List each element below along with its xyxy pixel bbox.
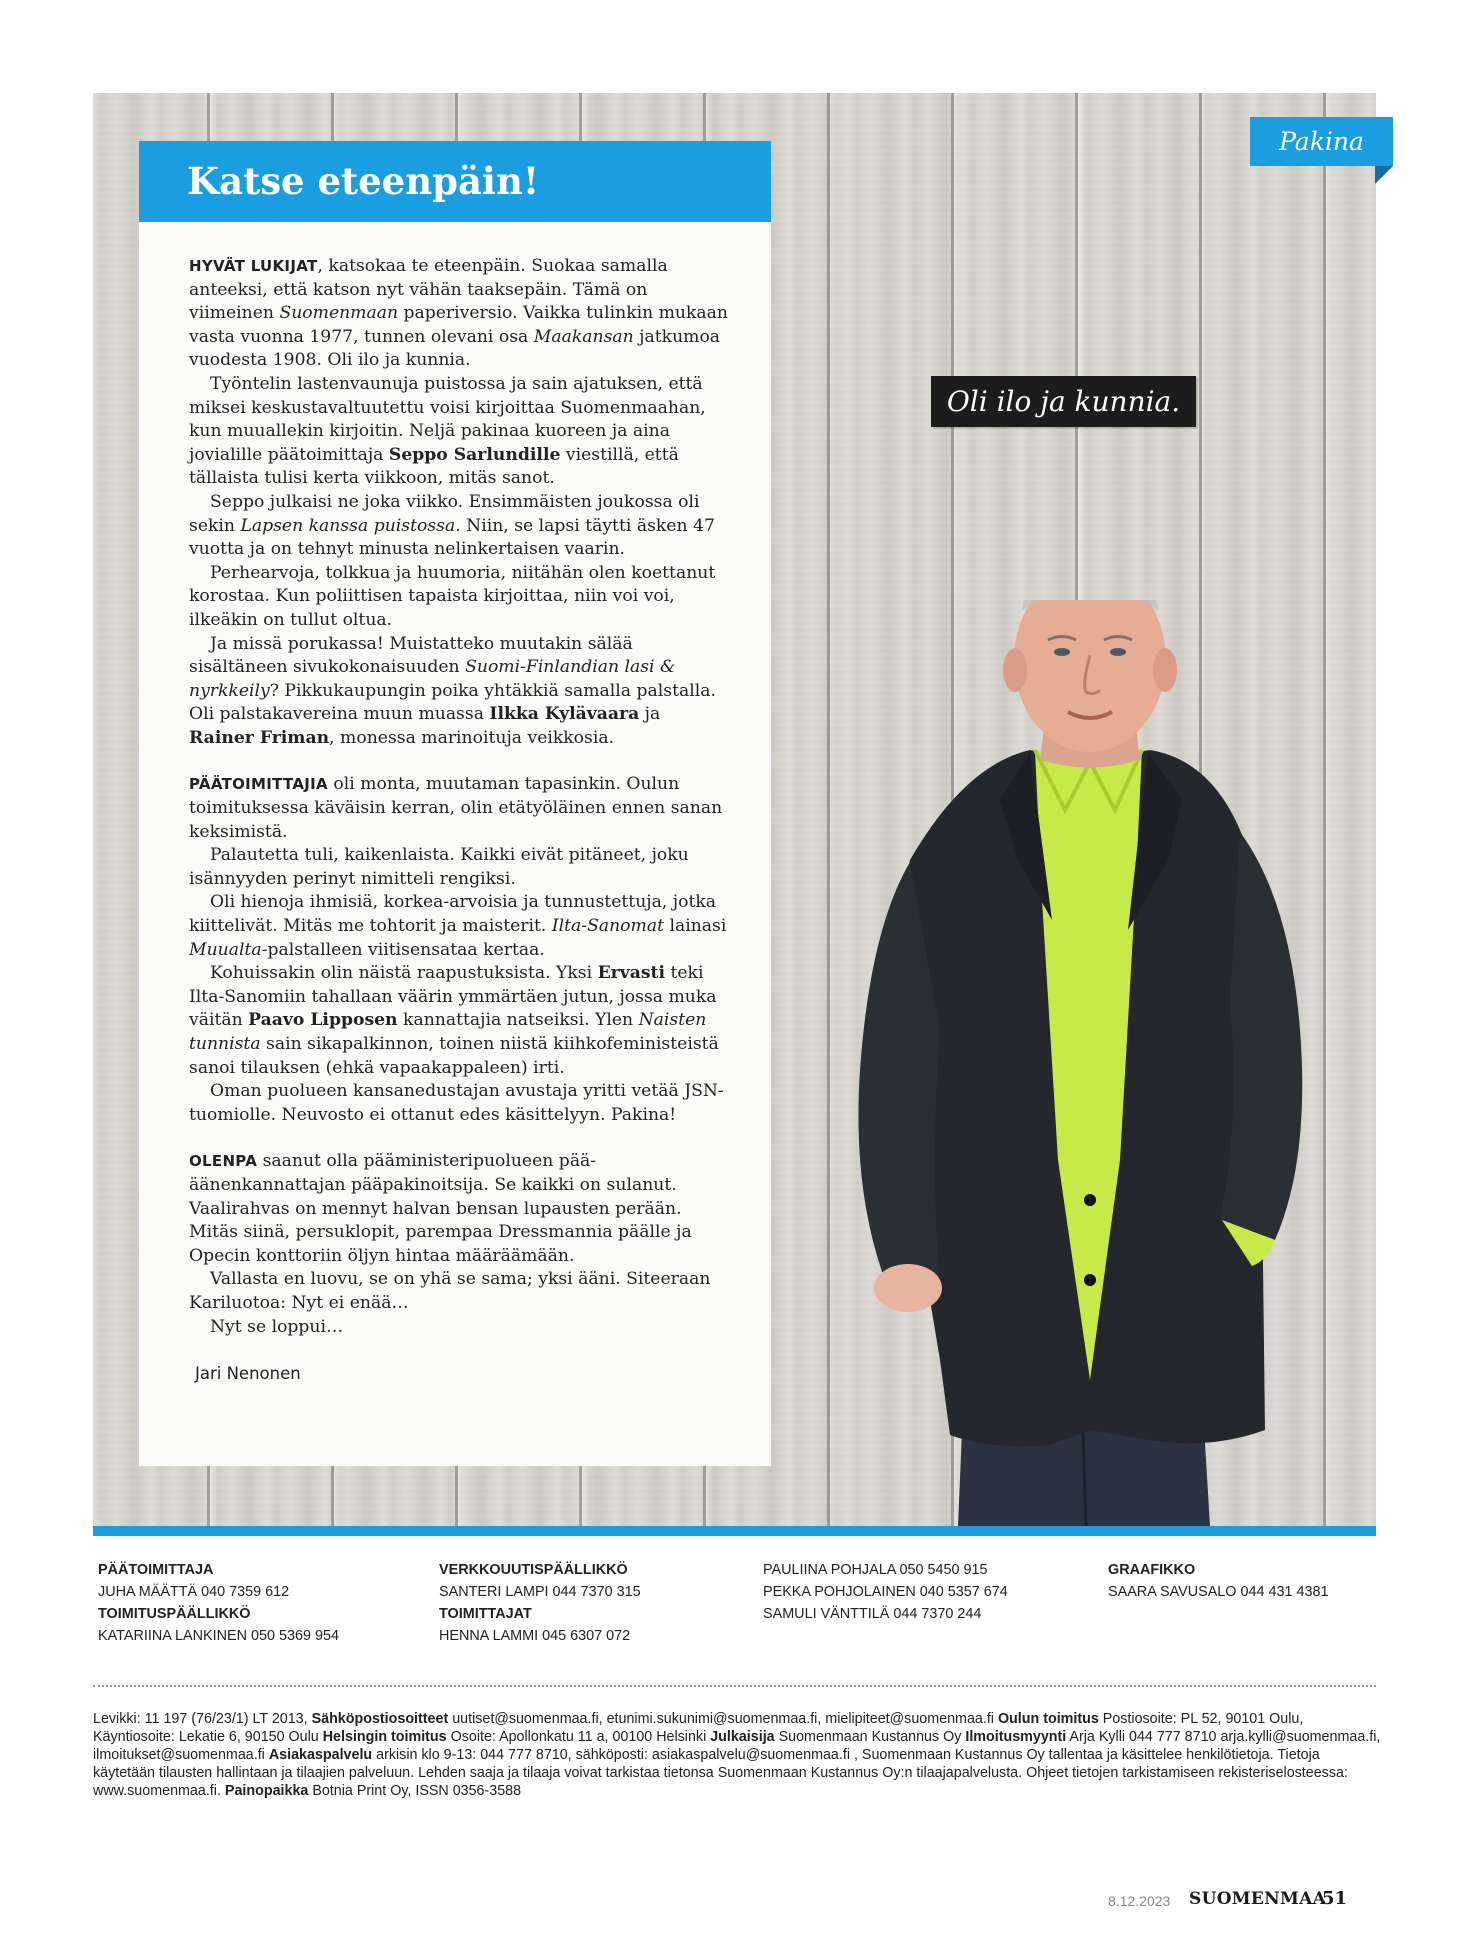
label: Asiakaspalvelu [268, 1747, 373, 1763]
staff-column-2 [439, 1559, 641, 1647]
staff-name: PAULIINA POHJALA 050 5450 915 [763, 1562, 988, 1578]
staff-name: KATARIINA LANKINEN 050 5369 954 [98, 1628, 340, 1644]
label: Painopaikka [224, 1783, 309, 1799]
text: Seppo julkaisi ne joka viikko. Ensimmäisten joukossa oli sekin [189, 491, 700, 536]
publication-name: SUOMENMAA [1189, 1889, 1327, 1909]
author-portrait [790, 600, 1350, 1526]
paragraph [189, 255, 729, 373]
text: , monessa marinoituja veikkosia. [329, 727, 615, 748]
text: lainasi [663, 916, 727, 937]
text: , katsokaa te eteenpäin. Suokaa samalla anteeksi, että katson nyt vähän taaksepäin. Tämä on viimeinen [189, 256, 668, 324]
dotted-divider [93, 1685, 1376, 1687]
staff-role: TOIMITTAJAT [439, 1606, 532, 1622]
staff-name: HENNA LAMMI 045 6307 072 [439, 1628, 631, 1644]
lead-in: OLENPA [189, 1152, 258, 1171]
text: Arja Kylli 044 777 8710 arja.kylli@suomenmaa.fi, ilmoitukset@suomenmaa.fi [93, 1729, 1381, 1763]
staff-name: JUHA MÄÄTTÄ 040 7359 612 [98, 1584, 290, 1600]
text: Postiosoite: PL 52, 90101 Oulu, Käyntiosoite: Lekatie 6, 90150 Oulu [93, 1711, 1304, 1745]
text: Ja missä porukassa! Muistatteko muutakin sälää sisältäneen sivukokonaisuuden [189, 633, 633, 678]
bold-name: Ilkka Kylävaara [489, 704, 640, 725]
accent-rule [93, 1526, 1376, 1536]
author-byline: Jari Nenonen [195, 1364, 301, 1384]
paragraph [189, 373, 729, 491]
text: kannattajia natseiksi. Ylen [397, 1010, 639, 1031]
italic-text: Naisten tunnista [189, 1010, 707, 1054]
paragraph: Vallasta en luovu, se on yhä se sama; yksi ääni. Siteeraan Kariluotoa: Nyt ei enää… [189, 1269, 711, 1313]
bold-name: Seppo Sarlundille [388, 444, 561, 465]
italic-text: Lapsen kanssa puistossa [240, 515, 456, 536]
italic-text: Muualta [189, 939, 262, 960]
staff-role: TOIMITUSPÄÄLLIKKÖ [98, 1606, 251, 1622]
paragraph [189, 962, 729, 1080]
label: Julkaisija [710, 1729, 775, 1745]
bold-name: Paavo Lipposen [248, 1010, 398, 1031]
text: Kohuissakin olin näistä raapustuksista. Yksi [210, 963, 598, 984]
text: ja [639, 704, 661, 725]
paragraph: Perhearvoja, tolkkua ja huumoria, niitähän olen koettanut korostaa. Kun poliittisen tapaista kirjoittaa, niin voi voi, ilkeäkin on tullut oltua. [189, 562, 716, 630]
paragraph: Oman puolueen kansanedustajan avustaja yritti vetää JSN-tuomiolle. Neuvosto ei ottanut edes käsittelyyn. Pakina! [189, 1081, 724, 1125]
article-column [139, 141, 771, 1466]
text: Botnia Print Oy, ISSN 0356-3588 [308, 1783, 522, 1799]
staff-name: PEKKA POHJOLAINEN 040 5357 674 [763, 1584, 1008, 1600]
text: ? Pikkukaupungin poika yhtäkkiä samalla palstalla. Oli palstakavereina muun muassa [189, 680, 716, 725]
paragraph [189, 1150, 729, 1268]
staff-role: GRAAFIKKO [1108, 1562, 1196, 1578]
paragraph [189, 891, 729, 962]
staff-name: SAMULI VÄNTTILÄ 044 7370 244 [763, 1606, 982, 1622]
lead-in: HYVÄT LUKIJAT [189, 257, 318, 275]
text: Levikki: 11 197 (76/23/1) LT 2013, [93, 1711, 312, 1727]
bold-name: Ervasti [597, 963, 666, 984]
bold-name: Rainer Friman [189, 727, 330, 748]
text: paperiversio. Vaikka tulinkin mukaan vasta vuonna 1977, tunnen olevani osa [189, 303, 728, 347]
label: Helsingin toimitus [322, 1729, 447, 1745]
label: Ilmoitusmyynti [965, 1729, 1067, 1745]
text: jatkumoa vuodesta 1908. Oli ilo ja kunnia. [189, 326, 721, 371]
pull-quote: Oli ilo ja kunnia. [931, 376, 1196, 427]
paragraph [189, 773, 729, 844]
italic-text: Suomi-Finlandian lasi & nyrkkeily [189, 657, 676, 701]
staff-column-1 [98, 1559, 339, 1647]
italic-text: Ilta-Sanomat [551, 916, 664, 937]
staff-name: SANTERI LAMPI 044 7370 315 [439, 1584, 641, 1600]
lead-in: PÄÄTOIMITTAJIA [189, 775, 328, 794]
text: Oli hienoja ihmisiä, korkea-arvoisia ja tunnustettuja, jotka kiittelivät. Mitäs me tohtorit ja maisterit. [189, 892, 717, 937]
text: teki Ilta-Sanomiin tahallaan väärin ymmärtäen jutun, jossa muka väitän [189, 963, 717, 1031]
headline: Katse eteenpäin! [187, 159, 540, 203]
label: Sähköpostiosoitteet [311, 1711, 449, 1727]
issue-date: 8.12.2023 [1108, 1893, 1171, 1909]
page-number: 51 [1322, 1888, 1348, 1909]
colophon [93, 1710, 1383, 1800]
text: Osoite: Apollonkatu 11 a, 00100 Helsinki [446, 1729, 711, 1745]
text: -palstalleen viitisensataa kertaa. [261, 939, 545, 960]
section-tag-fold [1375, 166, 1393, 184]
italic-text: Suomenmaan [279, 303, 399, 324]
staff-name: SAARA SAVUSALO 044 431 4381 [1108, 1584, 1329, 1600]
text: sain sikapalkinnon, toinen niistä kiihkofeministeistä sanoi tilauksen (ehkä vapaakappaleen) irti. [189, 1034, 719, 1078]
paragraph [189, 633, 729, 751]
staff-column-3 [763, 1559, 1008, 1625]
text: . Niin, se lapsi täytti äsken 47 vuotta ja on tehnyt minusta nelinkertaisen vaarin. [189, 515, 715, 560]
label: Oulun toimitus [997, 1711, 1099, 1727]
paragraph: Palautetta tuli, kaikenlaista. Kaikki eivät pitäneet, joku isännyyden perinyt nimitteli rengiksi. [189, 845, 689, 889]
section-tag: Pakina [1250, 117, 1393, 166]
paragraph: Nyt se loppui… [210, 1316, 344, 1337]
paragraph [189, 491, 729, 562]
text: arkisin klo 9-13: 044 777 8710, sähköposti: asiakaspalvelu@suomenmaa.fi , Suomenmaan Kustannus Oy tallentaa ja käsittelee henkilötietoja. Tietoja käytetään tilausten hallintaan ja tilaajien palveluun. Lehden saaja ja tilaaja voivat tarkistaa tietonsa Suomenmaan Kustannus Oy:n tilaajapalvelusta. Ohjeet tietojen tarkistamiseen rekisteriselosteessa: www.suomenmaa.fi. [93, 1747, 1348, 1799]
staff-role: PÄÄTOIMITTAJA [98, 1562, 214, 1578]
staff-column-4 [1108, 1559, 1329, 1603]
text: Työntelin lastenvaunuja puistossa ja sain ajatuksen, että miksei keskustavaltuutettu voisi kirjoittaa Suomenmaahan, kun muuallekin kirjoitin. Neljä pakinaa kuoreen ja aina jovialille päätoimittaja [189, 373, 706, 465]
text: saanut olla pääministeripuolueen pää-äänenkannattajan pääpakinoitsija. Se kaikki on sulanut. Vaalirahvas on mennyt halvan bensan lupausten perään. Mitäs siinä, persuklopit, parempaa Dressmannia päälle ja Opecin konttoriin öljyn hintaa määräämään. [189, 1151, 692, 1266]
text: Suomenmaan Kustannus Oy [774, 1729, 966, 1745]
article-body [189, 255, 729, 1386]
staff-role: VERKKOUUTISPÄÄLLIKKÖ [439, 1562, 628, 1578]
italic-text: Maakansan [533, 326, 634, 347]
text: uutiset@suomenmaa.fi, etunimi.sukunimi@suomenmaa.fi, mielipiteet@suomenmaa.fi [448, 1711, 998, 1727]
text: oli monta, muutaman tapasinkin. Oulun toimituksessa käväisin kerran, olin etätyöläinen ennen sanan keksimistä. [189, 774, 723, 842]
text: viestillä, että tällaista tulisi kerta viikkoon, mitäs sanot. [189, 444, 679, 489]
